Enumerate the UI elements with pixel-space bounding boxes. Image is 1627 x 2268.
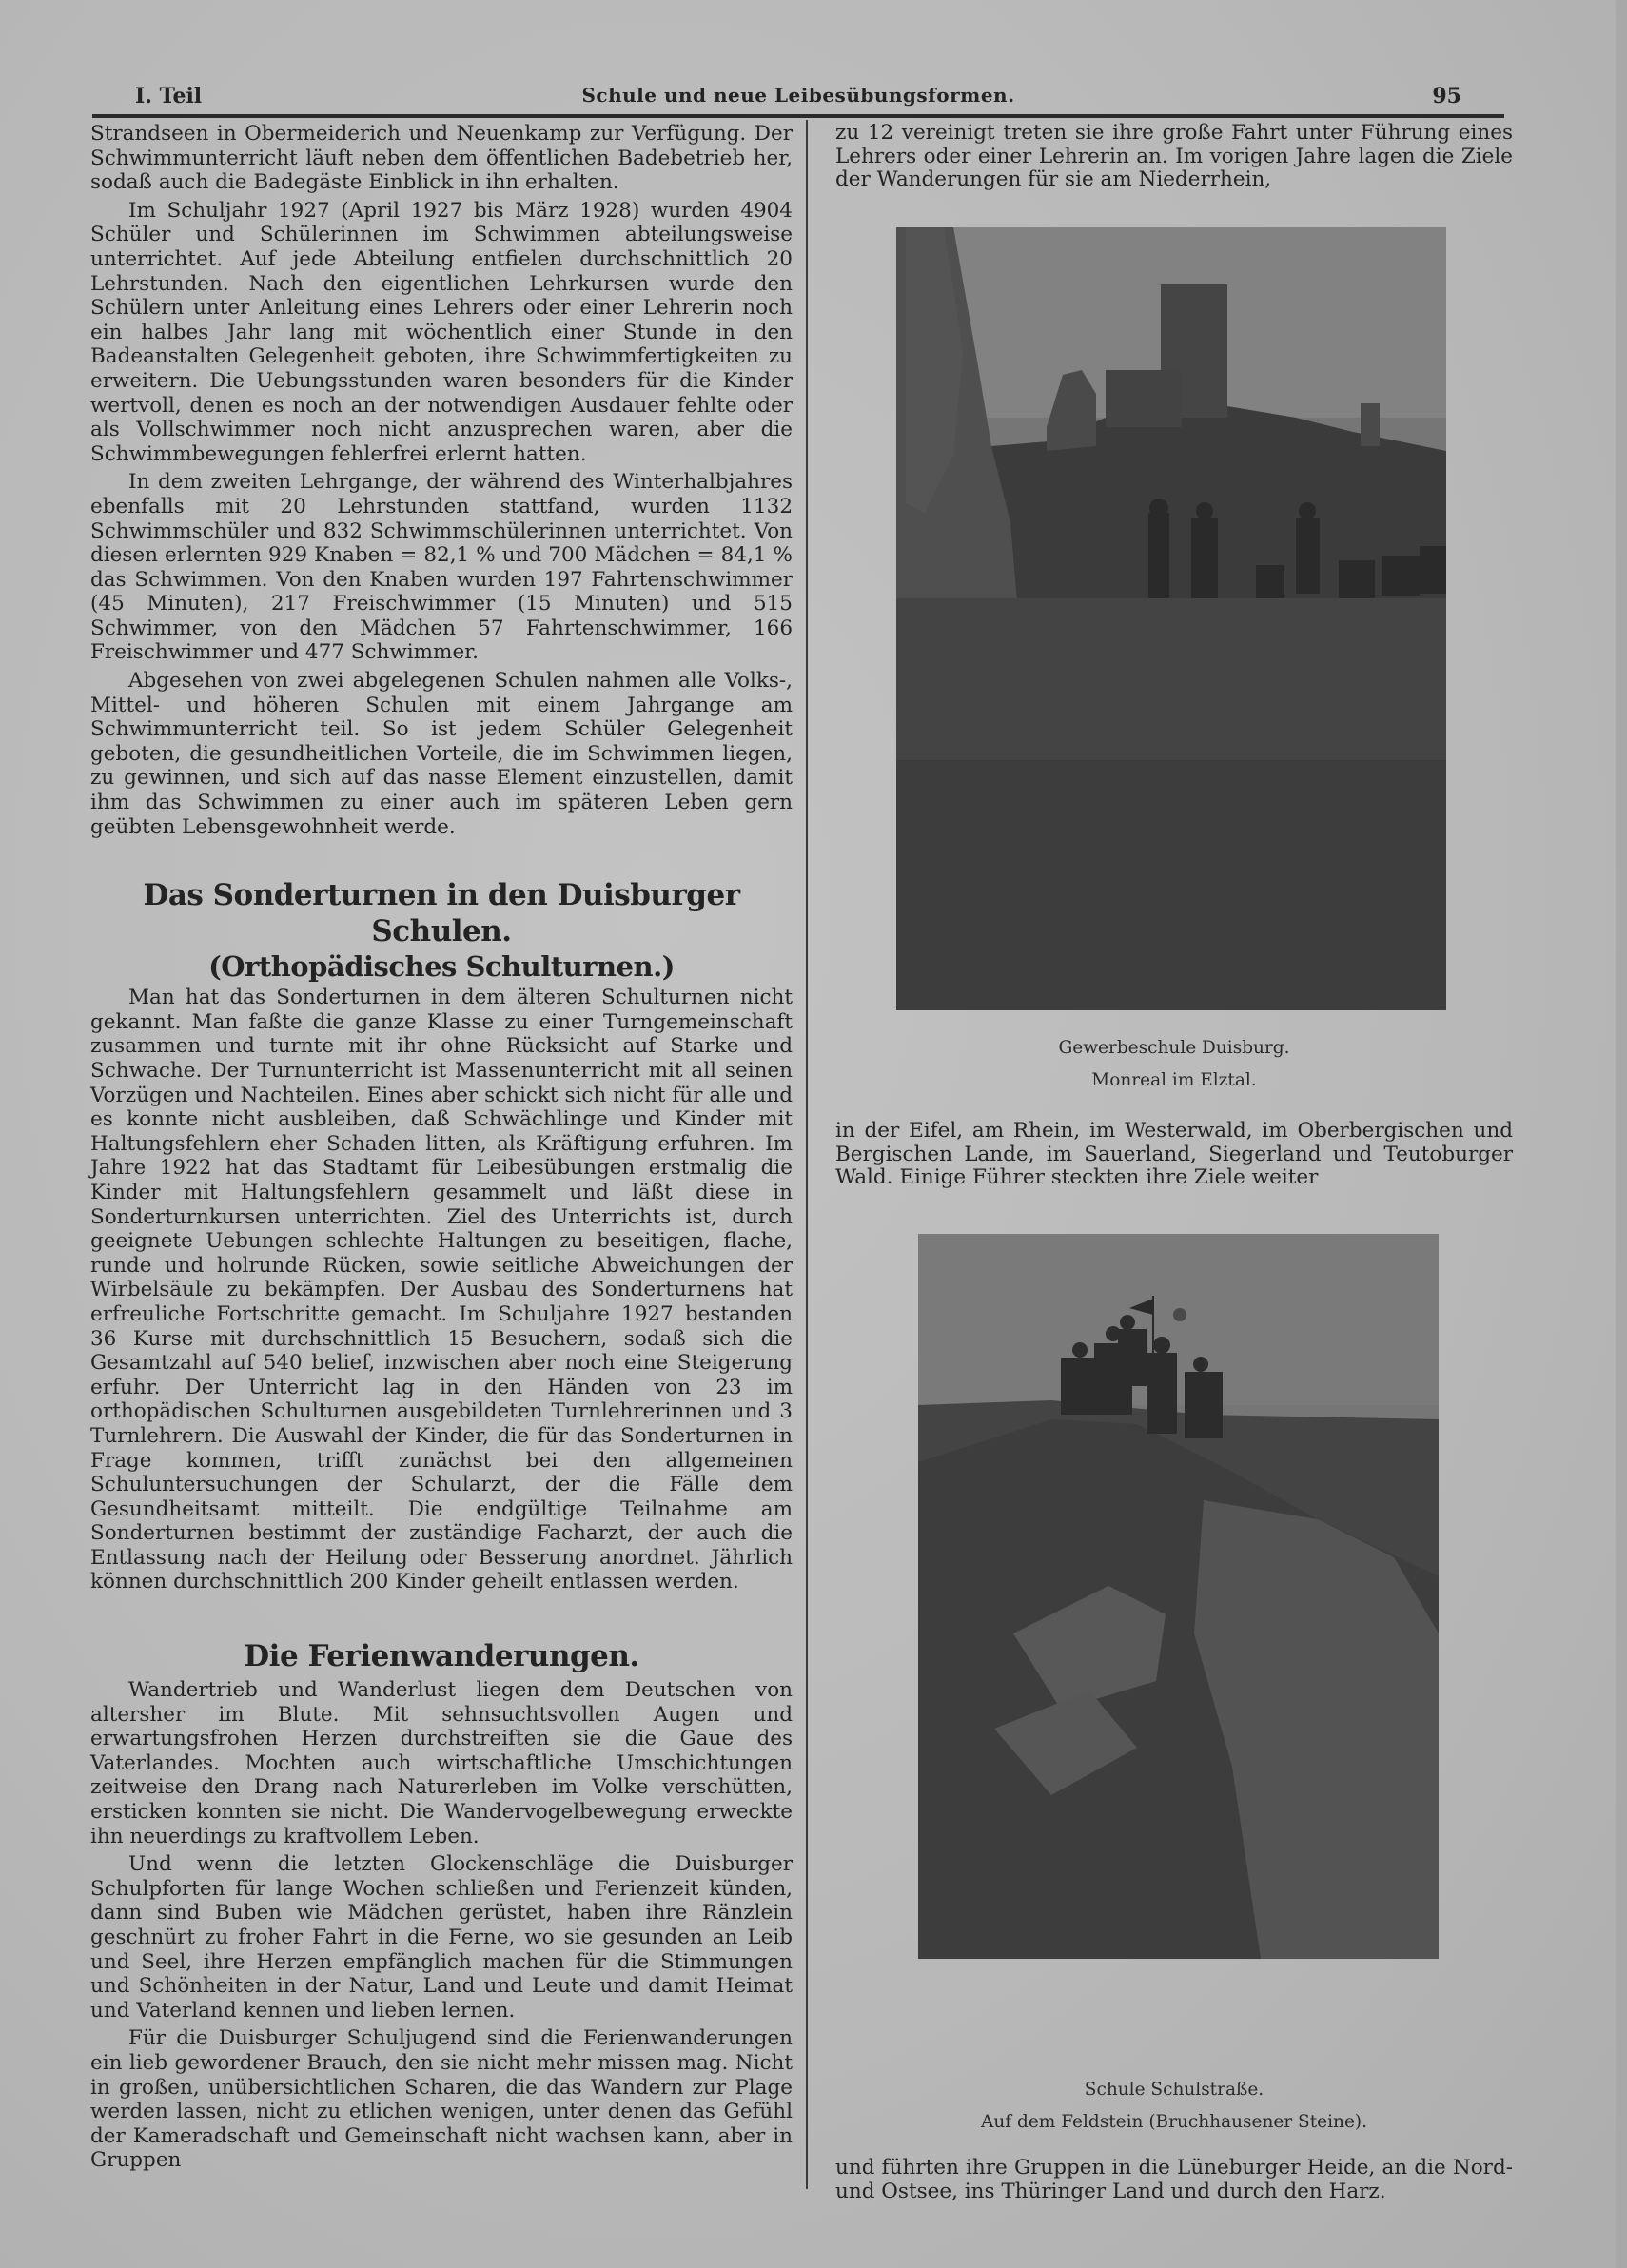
paragraph: Abgesehen von zwei abgelegenen Schulen nahmen alle Volks-, Mittel- und höheren Schulen mit einem Jahrgange am Schwimmunterricht teil. So ist jedem Schüler Gelegenheit geboten, die gesundheitlichen Vorteile, die im Schwimmen liegen, zu gewinnen, und sich auf das nasse Element einzustellen, damit ihm das Schwimmen zu einer auch im späteren Leben gern geübten Lebensgewohnheit werde. bbox=[90, 669, 793, 839]
left-column bbox=[90, 122, 793, 2173]
caption-line: Monreal im Elztal. bbox=[1091, 1070, 1257, 1090]
paragraph: in der Eifel, am Rhein, im Westerwald, im Oberbergischen und Bergischen Lande, im Sauerland, Siegerland und Teutoburger Wald. Einige Führer steckten ihre Ziele weiter bbox=[835, 1119, 1513, 1189]
paragraph: und führten ihre Gruppen in die Lüneburger Heide, an die Nord- und Ostsee, ins Thüringer Land und durch den Harz. bbox=[835, 2156, 1513, 2203]
rock-summit-image bbox=[918, 1234, 1439, 1959]
running-title: Schule und neue Leibesübungsformen. bbox=[581, 84, 1015, 107]
photo-2-caption bbox=[835, 2074, 1513, 2139]
paragraph: Wandertrieb und Wanderlust liegen dem Deutschen von altersher im Blute. Mit sehnsuchtsvollen Augen und erwartungsfrohen Herzen durchstreiften sie die Gaue des Vaterlandes. Mochten auch wirtschaftliche Umschichtungen zeitweise den Drang nach Naturerleben im Volke verschütten, ersticken konnten sie nicht. Die Wandervogelbewegung erweckte ihn neuerdings zu kraftvollem Leben. bbox=[90, 1678, 793, 1848]
part-label: I. Teil bbox=[135, 84, 203, 108]
section-subheading: (Orthopädisches Schulturnen.) bbox=[208, 950, 675, 984]
paragraph: In dem zweiten Lehrgange, der während des Winterhalbjahres ebenfalls mit 20 Lehrstunden stattfand, wurden 1132 Schwimmschüler und 832 Schwimmschülerinnen unterrichtet. Von diesen erlernten 929 Knaben = 82,1 % und 700 Mädchen = 84,1 % das Schwimmen. Von den Knaben wurden 197 Fahrtenschwimmer (45 Minuten), 217 Freischwimmer (15 Minuten) und 515 Schwimmer, von den Mädchen 57 Fahrtenschwimmer, 166 Freischwimmer und 477 Schwimmer. bbox=[90, 470, 793, 665]
paragraph: Strandseen in Obermeiderich und Neuenkamp zur Verfügung. Der Schwimmunterricht läuft neben dem öffentlichen Badebetrieb her, sodaß auch die Badegäste Einblick in ihn erhalten. bbox=[90, 122, 793, 195]
paragraph: Für die Duisburger Schuljugend sind die Ferienwanderungen ein lieb gewordener Brauch, den sie nicht mehr missen mag. Nicht in großen, unübersichtlichen Scharen, die das Wandern zur Plage werden lassen, nicht zu etlichen wenigen, unter denen das Gefühl der Kameradschaft und Gemeinschaft nicht wachsen kann, aber in Gruppen bbox=[90, 2026, 793, 2173]
column-divider bbox=[806, 120, 808, 2189]
page-number: 95 bbox=[1432, 84, 1461, 108]
paragraph: Im Schuljahr 1927 (April 1927 bis März 1928) wurden 4904 Schüler und Schülerinnen im Schwimmen abteilungsweise unterrichtet. Auf jede Abteilung entfielen durchschnittlich 20 Lehrstunden. Nach den eigentlichen Lehrkursen wurde den Schülern unter Anleitung eines Lehrers oder einer Lehrerin noch ein halbes Jahr lang mit wöchentlich einer Stunde in den Badeanstalten Gelegenheit geboten, ihre Schwimmfertigkeiten zu erweitern. Die Uebungsstunden waren besonders für die Kinder wertvoll, denen es noch an der notwendigen Ausdauer fehlte oder als Vollschwimmer noch nicht anzusprechen waren, aber die Schwimmbewegungen fehlerfrei erlernt hatten. bbox=[90, 198, 793, 466]
section-heading-ferienwanderungen: Die Ferienwanderungen. bbox=[244, 1639, 639, 1674]
paragraph: Und wenn die letzten Glockenschläge die Duisburger Schulpforten für lange Wochen schließen und Ferienzeit künden, dann sind Buben wie Mädchen gerüstet, haben ihre Ränzlein geschnürt zu froher Fahrt in die Ferne, wo sie gesunden an Leib und Seel, ihre Herzen empfänglich machen für die Stimmungen und Schönheiten in der Natur, Land und Leute und damit Heimat und Vaterland kennen und lieben lernen. bbox=[90, 1852, 793, 2023]
running-head bbox=[92, 82, 1504, 116]
header-rule bbox=[92, 114, 1504, 118]
paragraph: Man hat das Sonderturnen in dem älteren Schulturnen nicht gekannt. Man faßte die ganze Klasse zu einer Turngemeinschaft zusammen und turnte mit ihr ohne Rücksicht auf Starke und Schwache. Der Turnunterricht ist Massenunterricht mit all seinen Vorzügen und Nachteilen. Eines aber schickt sich nicht für alle und es konnte nicht ausbleiben, daß Schwächlinge und Kinder mit Haltungsfehlern eher Schaden litten, als Kräftigung erfuhren. Im Jahre 1922 hat das Stadtamt für Leibesübungen erstmalig die Kinder mit Haltungsfehlern gesammelt und läßt diese in Sonderturnkursen unterrichten. Ziel des Unterrichts ist, durch geeignete Uebungen schlechte Haltungen zu beseitigen, flache, runde und holrunde Rücken, sowie seitliche Abweichungen der Wirbelsäule zu bekämpfen. Der Ausbau des Sonderturnens hat erfreuliche Fortschritte gemacht. Im Schuljahre 1927 bestanden 36 Kurse mit durchschnittlich 15 Besuchern, sodaß sich die Gesamtzahl auf 540 belief, inzwischen aber noch eine Steigerung erfuhr. Der Unterricht lag in den Händen von 23 im orthopädischen Schulturnen ausgebildeten Turnlehrerinnen und 3 Turnlehrern. Die Auswahl der Kinder, die für das Sonderturnen in Frage kommen, trifft zunächst bei den allgemeinen Schuluntersuchungen der Schularzt, der die Fälle dem Gesundheitsamt mitteilt. Die endgültige Teilnahme am Sonderturnen bestimmt der zuständige Facharzt, der auch die Entlassung nach der Heilung oder Besserung anordnet. Jährlich können durchschnittlich 200 Kinder geheilt entlassen werden. bbox=[90, 986, 793, 1594]
caption-line: Schule Schulstraße. bbox=[1084, 2080, 1264, 2100]
paragraph: zu 12 vereinigt treten sie ihre große Fahrt unter Führung eines Lehrers oder einer Lehrerin an. Im vorigen Jahre lagen die Ziele der Wanderungen für sie am Niederrhein, bbox=[835, 121, 1513, 191]
photo-feldstein-rocks bbox=[918, 1234, 1439, 1959]
right-column-top-text bbox=[835, 122, 1513, 192]
page-edge bbox=[1616, 0, 1627, 2268]
section-heading-sonderturnen: Das Sonderturnen in den Duisburger Schulen. bbox=[143, 878, 740, 949]
castle-ruins-image bbox=[896, 227, 1446, 1010]
right-column-middle-text bbox=[835, 1120, 1513, 1190]
caption-line: Gewerbeschule Duisburg. bbox=[1058, 1038, 1290, 1058]
photo-monreal-castle bbox=[896, 227, 1446, 1010]
right-column-bottom-text bbox=[835, 2157, 1513, 2203]
photo-1-caption bbox=[835, 1032, 1513, 1097]
caption-line: Auf dem Feldstein (Bruchhausener Steine). bbox=[980, 2112, 1367, 2132]
